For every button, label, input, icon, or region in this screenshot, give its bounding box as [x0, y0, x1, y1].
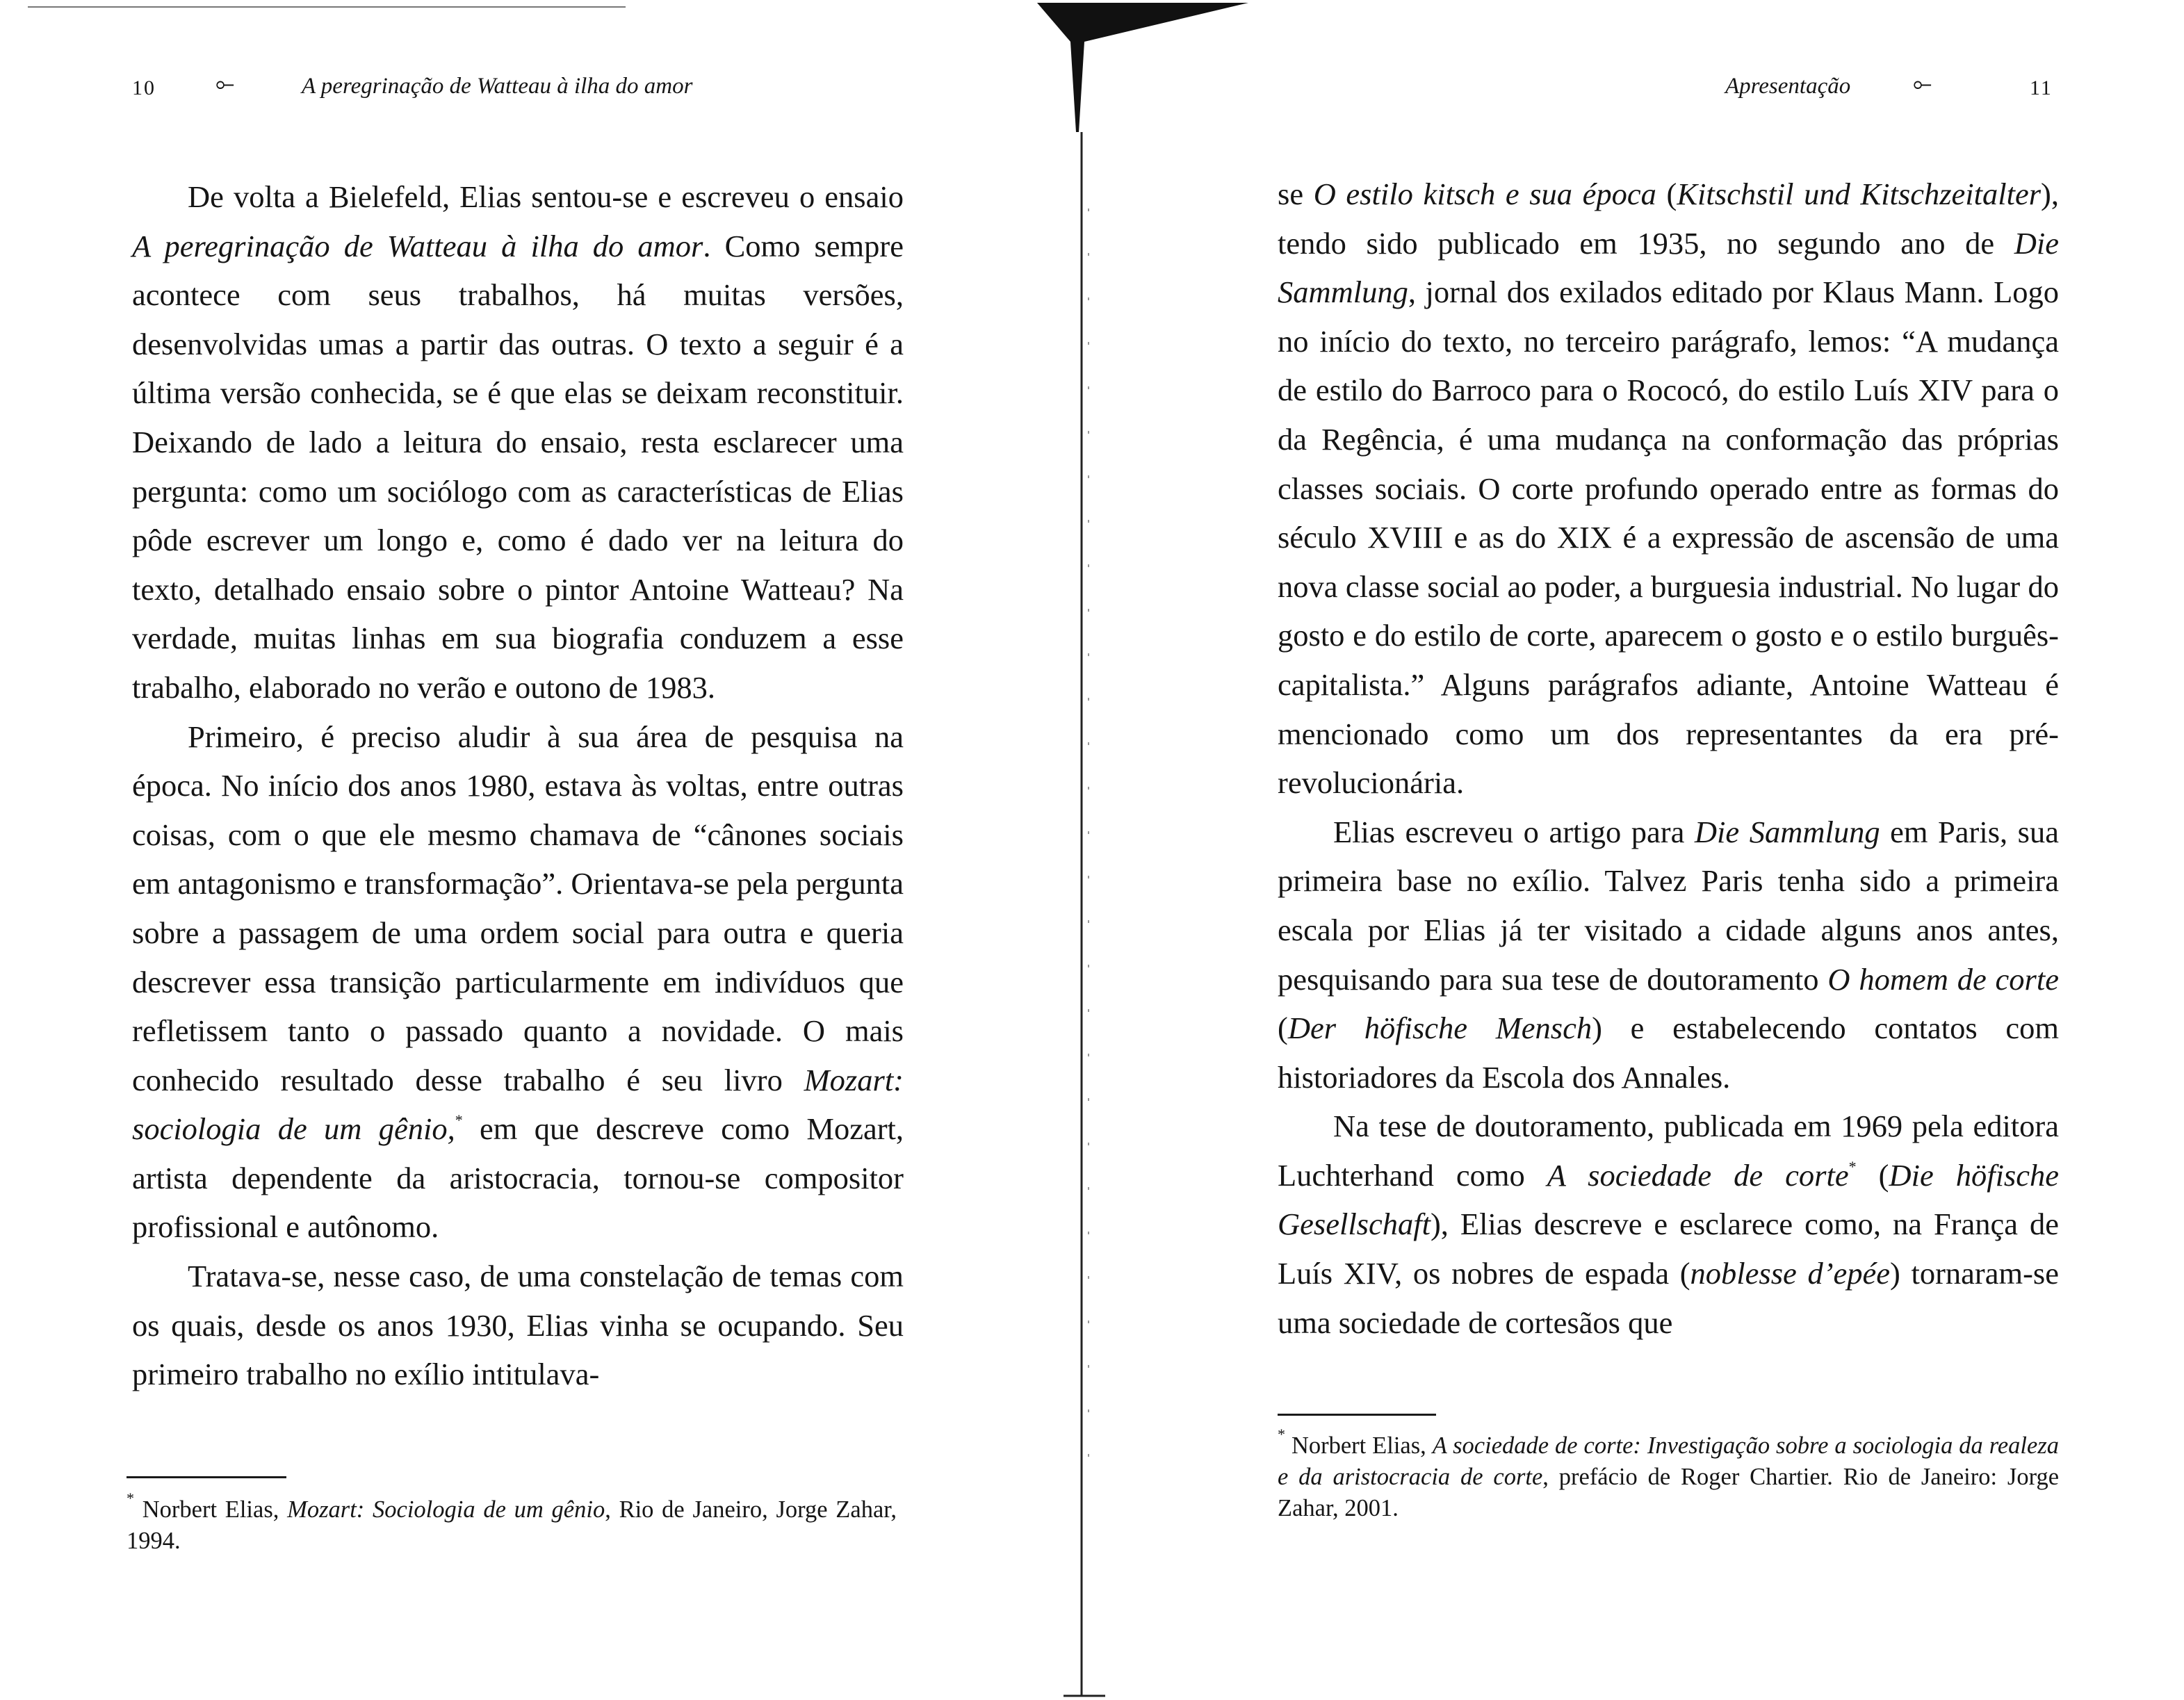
- italic-run: Mozart: Sociologia de um gênio: [287, 1496, 605, 1523]
- italic-run: O homem de corte: [1827, 961, 2059, 997]
- text-run: De volta a Bielefeld, Elias sentou-se e escreveu o ensaio: [188, 179, 904, 214]
- italic-run: Die höfische Gesellschaft: [1278, 1157, 2060, 1242]
- italic-run: Kitschstil und Kitschzeitalter: [1677, 177, 2042, 211]
- footnote-marker: *: [1278, 1425, 1285, 1443]
- footnote-marker: *: [1848, 1157, 1857, 1175]
- italic-run: Der höfische Mensch: [1287, 1011, 1592, 1046]
- footnote-text: [127, 1489, 897, 1557]
- text-run: , prefácio de Roger Chartier. Rio de Janeiro: Jorge Zahar, 2001.: [1278, 1464, 2060, 1521]
- paragraph: [132, 712, 904, 1252]
- text-run: Norbert Elias,: [1285, 1432, 1433, 1459]
- text-run: em que descreve como Mozart, artista dependente da aristocracia, tornou-se compositor profissional e autônomo.: [132, 1111, 904, 1245]
- text-run: Tratava-se, nesse caso, de uma constelação de temas com os quais, desde os anos 1930, Elias vinha se ocupando. Seu primeiro trabalho no exílio intitulava-: [132, 1259, 904, 1392]
- paragraph: [1278, 808, 2059, 1102]
- italic-run: A peregrinação de Watteau à ilha do amor: [132, 228, 703, 263]
- footnote-text: [1278, 1425, 2060, 1524]
- italic-run: O estilo kitsch e sua época: [1313, 177, 1656, 211]
- left-running-head: A peregrinação de Watteau à ilha do amor: [302, 74, 693, 99]
- right-body-text: [1278, 170, 2059, 1347]
- footnote-marker: *: [455, 1111, 463, 1129]
- text-run: (: [1656, 177, 1677, 211]
- text-run: ), tendo sido publicado em 1935, no segundo ano de: [1278, 177, 2059, 261]
- left-page-header: [132, 72, 904, 114]
- text-run: ), Elias descreve e esclarece como, na França de Luís XIV, os nobres de espada (: [1278, 1207, 2059, 1291]
- italic-run: ,: [447, 1111, 455, 1147]
- text-run: Na tese de doutoramento, publicada em 1969 pela editora Luchterhand como: [1278, 1109, 2059, 1193]
- footnote-rule: [127, 1476, 286, 1478]
- right-page-header: [1272, 72, 2059, 114]
- paragraph: [1278, 170, 2059, 808]
- text-run: , Rio de Janeiro, Jorge Zahar, 1994.: [127, 1496, 897, 1554]
- italic-run: A sociedade de corte: Investigação sobre a sociologia da realeza e da aristocracia de corte: [1278, 1432, 2059, 1490]
- text-run: ) tornaram-se uma sociedade de cortesãos que: [1278, 1256, 2059, 1340]
- left-footnote: [127, 1489, 897, 1557]
- footnote-marker: *: [127, 1489, 134, 1507]
- text-run: (: [1856, 1157, 1889, 1193]
- italic-run: Die Sammlung: [1278, 225, 2059, 310]
- text-run: . Como sempre acontece com seus trabalhos, há muitas versões, desenvolvidas umas a partir das outras. O texto a seguir é a última versão conhecida, se é que elas se deixam reconstituir. Deixando de lado a leitura do ensaio, resta esclarecer uma pergunta: como um sociólogo com as características de Elias pôde escrever um longo e, como é dado ver na leitura do texto, detalhado ensaio sobre o pintor Antoine Watteau? Na verdade, muitas linhas em sua biografia conduzem a esse trabalho, elaborado no verão e outono de 1983.: [132, 228, 904, 705]
- left-body-text: [132, 172, 904, 1399]
- left-page-number: 10: [132, 76, 156, 99]
- left-page: [0, 0, 1070, 1700]
- paragraph: [132, 1252, 904, 1399]
- text-run: , jornal dos exilados editado por Klaus Mann. Logo no início do texto, no terceiro parágrafo, lemos: “A mudança de estilo do Barroco para o Rococó, do estilo Luís XIV para o da Regência, é uma mudança na conformação das próprias classes sociais. O corte profundo operado entre as formas do século XVIII e as do XIX é a expressão de ascensão de uma nova classe social ao poder, a burguesia industrial. No lugar do gosto e do estilo de corte, aparecem o gosto e o estilo burguês-capitalista.” Alguns parágrafos adiante, Antoine Watteau é mencionado como um dos representantes da era pré-revolucionária.: [1278, 275, 2059, 801]
- italic-run: noblesse d’epée: [1690, 1256, 1891, 1291]
- right-footnote: [1278, 1425, 2060, 1524]
- text-run: (: [1278, 1011, 1288, 1046]
- italic-run: Mozart: sociologia de um gênio: [132, 1062, 904, 1147]
- right-page: [1098, 0, 2184, 1700]
- footnote-rule: [1278, 1414, 1436, 1416]
- text-run: Norbert Elias,: [134, 1496, 288, 1523]
- paragraph: [132, 172, 904, 712]
- ornament-icon: ⟜: [215, 71, 235, 97]
- text-run: se: [1278, 177, 1314, 211]
- paragraph: [1278, 1102, 2059, 1347]
- text-run: Primeiro, é preciso aludir à sua área de pesquisa na época. No início dos anos 1980, estava às voltas, entre outras coisas, com o que ele mesmo chamava de “cânones sociais em antagonismo e transformação”. Orientava-se pela pergunta sobre a passagem de uma ordem social para outra e queria descrever essa transição particularmente em indivíduos que refletissem tanto o passado quanto a novidade. O mais conhecido resultado desse trabalho é seu livro: [132, 719, 904, 1097]
- right-running-head: Apresentação: [1725, 74, 1851, 99]
- text-run: ) e estabelecendo contatos com historiadores da Escola dos Annales.: [1278, 1011, 2059, 1095]
- text-run: em Paris, sua primeira base no exílio. Talvez Paris tenha sido a primeira escala por Elias já ter visitado a cidade alguns anos antes, pesquisando para sua tese de doutoramento: [1278, 814, 2059, 997]
- italic-run: A sociedade de corte: [1547, 1157, 1849, 1193]
- right-page-number: 11: [2030, 76, 2053, 99]
- italic-run: Die Sammlung: [1694, 814, 1880, 849]
- text-run: Elias escreveu o artigo para: [1333, 814, 1695, 849]
- ornament-icon: ⟜: [1913, 71, 1932, 97]
